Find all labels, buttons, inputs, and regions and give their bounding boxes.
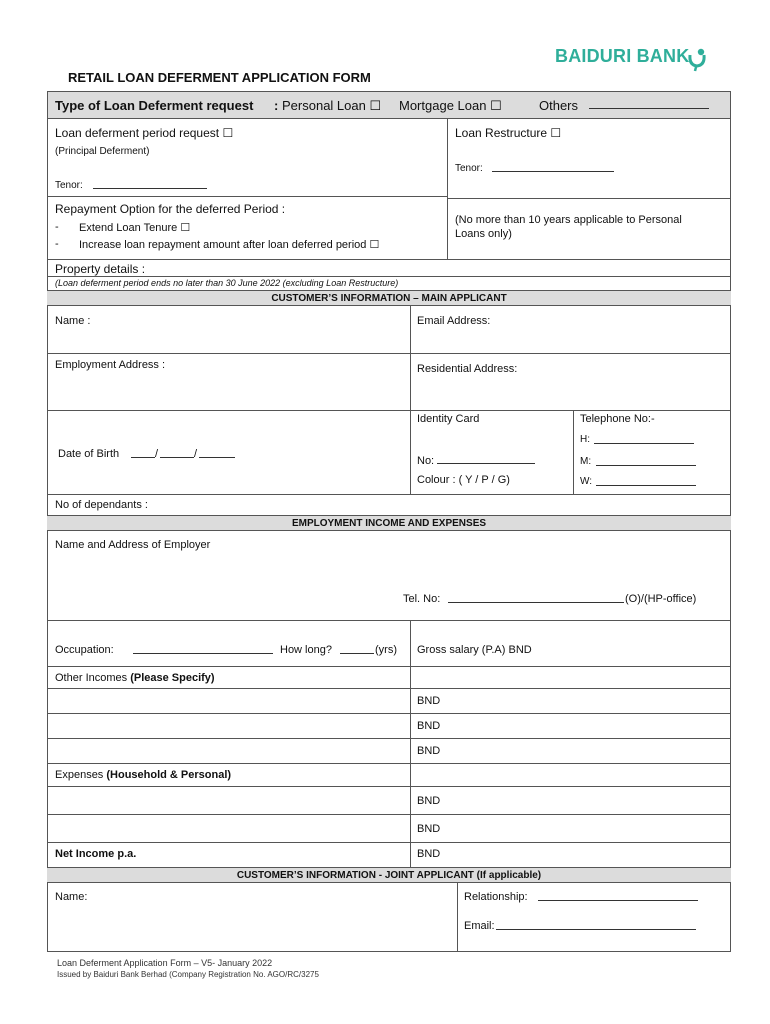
loan-restructure-option[interactable]: Loan Restructure ☐ [455, 126, 562, 140]
identity-card-label: Identity Card [417, 413, 480, 425]
tenor-right-field[interactable] [492, 162, 614, 172]
baiduri-mark-icon [684, 46, 710, 72]
how-long-field[interactable] [340, 644, 374, 654]
request-type-label: Type of Loan Deferment request [55, 98, 254, 113]
expenses-label: Expenses (Household & Personal) [55, 769, 232, 781]
occupation-field[interactable] [133, 644, 273, 654]
increase-repayment-option[interactable]: Increase loan repayment amount after loan deferred period ☐ [79, 239, 380, 251]
work-phone-field[interactable] [596, 476, 696, 486]
colon: : [274, 98, 279, 113]
gross-salary-label: Gross salary (P.A) BND [417, 644, 532, 656]
net-income-bnd: BND [417, 848, 441, 860]
principal-deferment-label: (Principal Deferment) [55, 146, 150, 157]
dob-year-field[interactable] [199, 448, 235, 458]
occupation-label: Occupation: [55, 644, 114, 656]
tenor-limit-note-2: Loans only) [455, 228, 512, 240]
dob-slash-2: / [194, 448, 198, 460]
joint-email-field[interactable] [496, 920, 696, 930]
relationship-label: Relationship: [464, 891, 528, 903]
deferment-request-option[interactable]: Loan deferment period request ☐ [55, 126, 234, 140]
footer-issuer: Issued by Baiduri Bank Berhad (Company Registration No. AGO/RC/3275 [57, 970, 319, 979]
ic-colour-label: Colour : ( Y / P / G) [417, 474, 510, 486]
employer-label: Name and Address of Employer [55, 539, 211, 551]
other-income-bnd-2: BND [417, 720, 441, 732]
other-income-bnd-1: BND [417, 695, 441, 707]
bullet-1: - [55, 221, 59, 233]
employment-heading: EMPLOYMENT INCOME AND EXPENSES [47, 515, 731, 531]
email-label: Email Address: [417, 315, 491, 327]
years-unit: (yrs) [375, 644, 397, 656]
joint-name-label: Name: [55, 891, 88, 903]
name-label: Name : [55, 315, 91, 327]
residential-address-label: Residential Address: [417, 363, 518, 375]
employer-tel-field[interactable] [448, 593, 624, 603]
dob-slash-1: / [155, 448, 159, 460]
mobile-phone-label: M: [580, 456, 592, 467]
property-details-label: Property details : [55, 262, 146, 276]
ic-no-label: No: [417, 455, 435, 467]
telephone-label: Telephone No:- [580, 413, 655, 425]
net-income-label: Net Income p.a. [55, 848, 137, 860]
tenor-right-label: Tenor: [455, 163, 483, 174]
tenor-limit-note-1: (No more than 10 years applicable to Personal [455, 214, 682, 226]
dependants-label: No of dependants : [55, 499, 148, 511]
dob-month-field[interactable] [160, 448, 194, 458]
household-note: (Household & Personal) [106, 769, 232, 781]
employer-tel-suffix: (O)/(HP-office) [625, 593, 697, 605]
relationship-field[interactable] [538, 891, 698, 901]
mortgage-loan-option[interactable]: Mortgage Loan ☐ [399, 98, 502, 113]
dob-label: Date of Birth [58, 448, 120, 460]
footer-form-version: Loan Deferment Application Form – V5- January 2022 [57, 958, 273, 968]
ic-no-field[interactable] [437, 454, 535, 464]
employer-tel-label: Tel. No: [403, 593, 441, 605]
dob-day-field[interactable] [131, 448, 155, 458]
extend-tenure-option[interactable]: Extend Loan Tenure ☐ [79, 222, 191, 234]
others-option[interactable]: Others [539, 98, 579, 113]
joint-applicant-heading: CUSTOMER’S INFORMATION - JOINT APPLICANT (If applicable) [47, 867, 731, 883]
how-long-label: How long? [280, 644, 332, 656]
deferment-deadline-note: (Loan deferment period ends no later than 30 June 2022 (excluding Loan Restructure) [55, 278, 399, 288]
tenor-field[interactable] [93, 179, 207, 189]
tenor-label: Tenor: [55, 180, 83, 191]
expense-bnd-2: BND [417, 823, 441, 835]
repayment-option-title: Repayment Option for the deferred Period : [55, 202, 286, 216]
employment-address-label: Employment Address : [55, 359, 166, 371]
mobile-phone-field[interactable] [596, 456, 696, 466]
joint-email-label: Email: [464, 920, 495, 932]
expense-bnd-1: BND [417, 795, 441, 807]
bank-logo-text: BAIDURI BANK [555, 46, 690, 66]
main-applicant-heading: CUSTOMER’S INFORMATION – MAIN APPLICANT [47, 290, 731, 306]
other-income-bnd-3: BND [417, 745, 441, 757]
others-field[interactable] [589, 99, 709, 109]
home-phone-field[interactable] [594, 434, 694, 444]
form-title: RETAIL LOAN DEFERMENT APPLICATION FORM [68, 70, 371, 85]
other-incomes-label: Other Incomes (Please Specify) [55, 672, 215, 684]
please-specify-note: (Please Specify) [130, 672, 215, 684]
bullet-2: - [55, 238, 59, 250]
request-type-bar [47, 91, 731, 119]
personal-loan-option[interactable]: Personal Loan ☐ [282, 98, 382, 113]
home-phone-label: H: [580, 434, 590, 445]
work-phone-label: W: [580, 476, 593, 487]
